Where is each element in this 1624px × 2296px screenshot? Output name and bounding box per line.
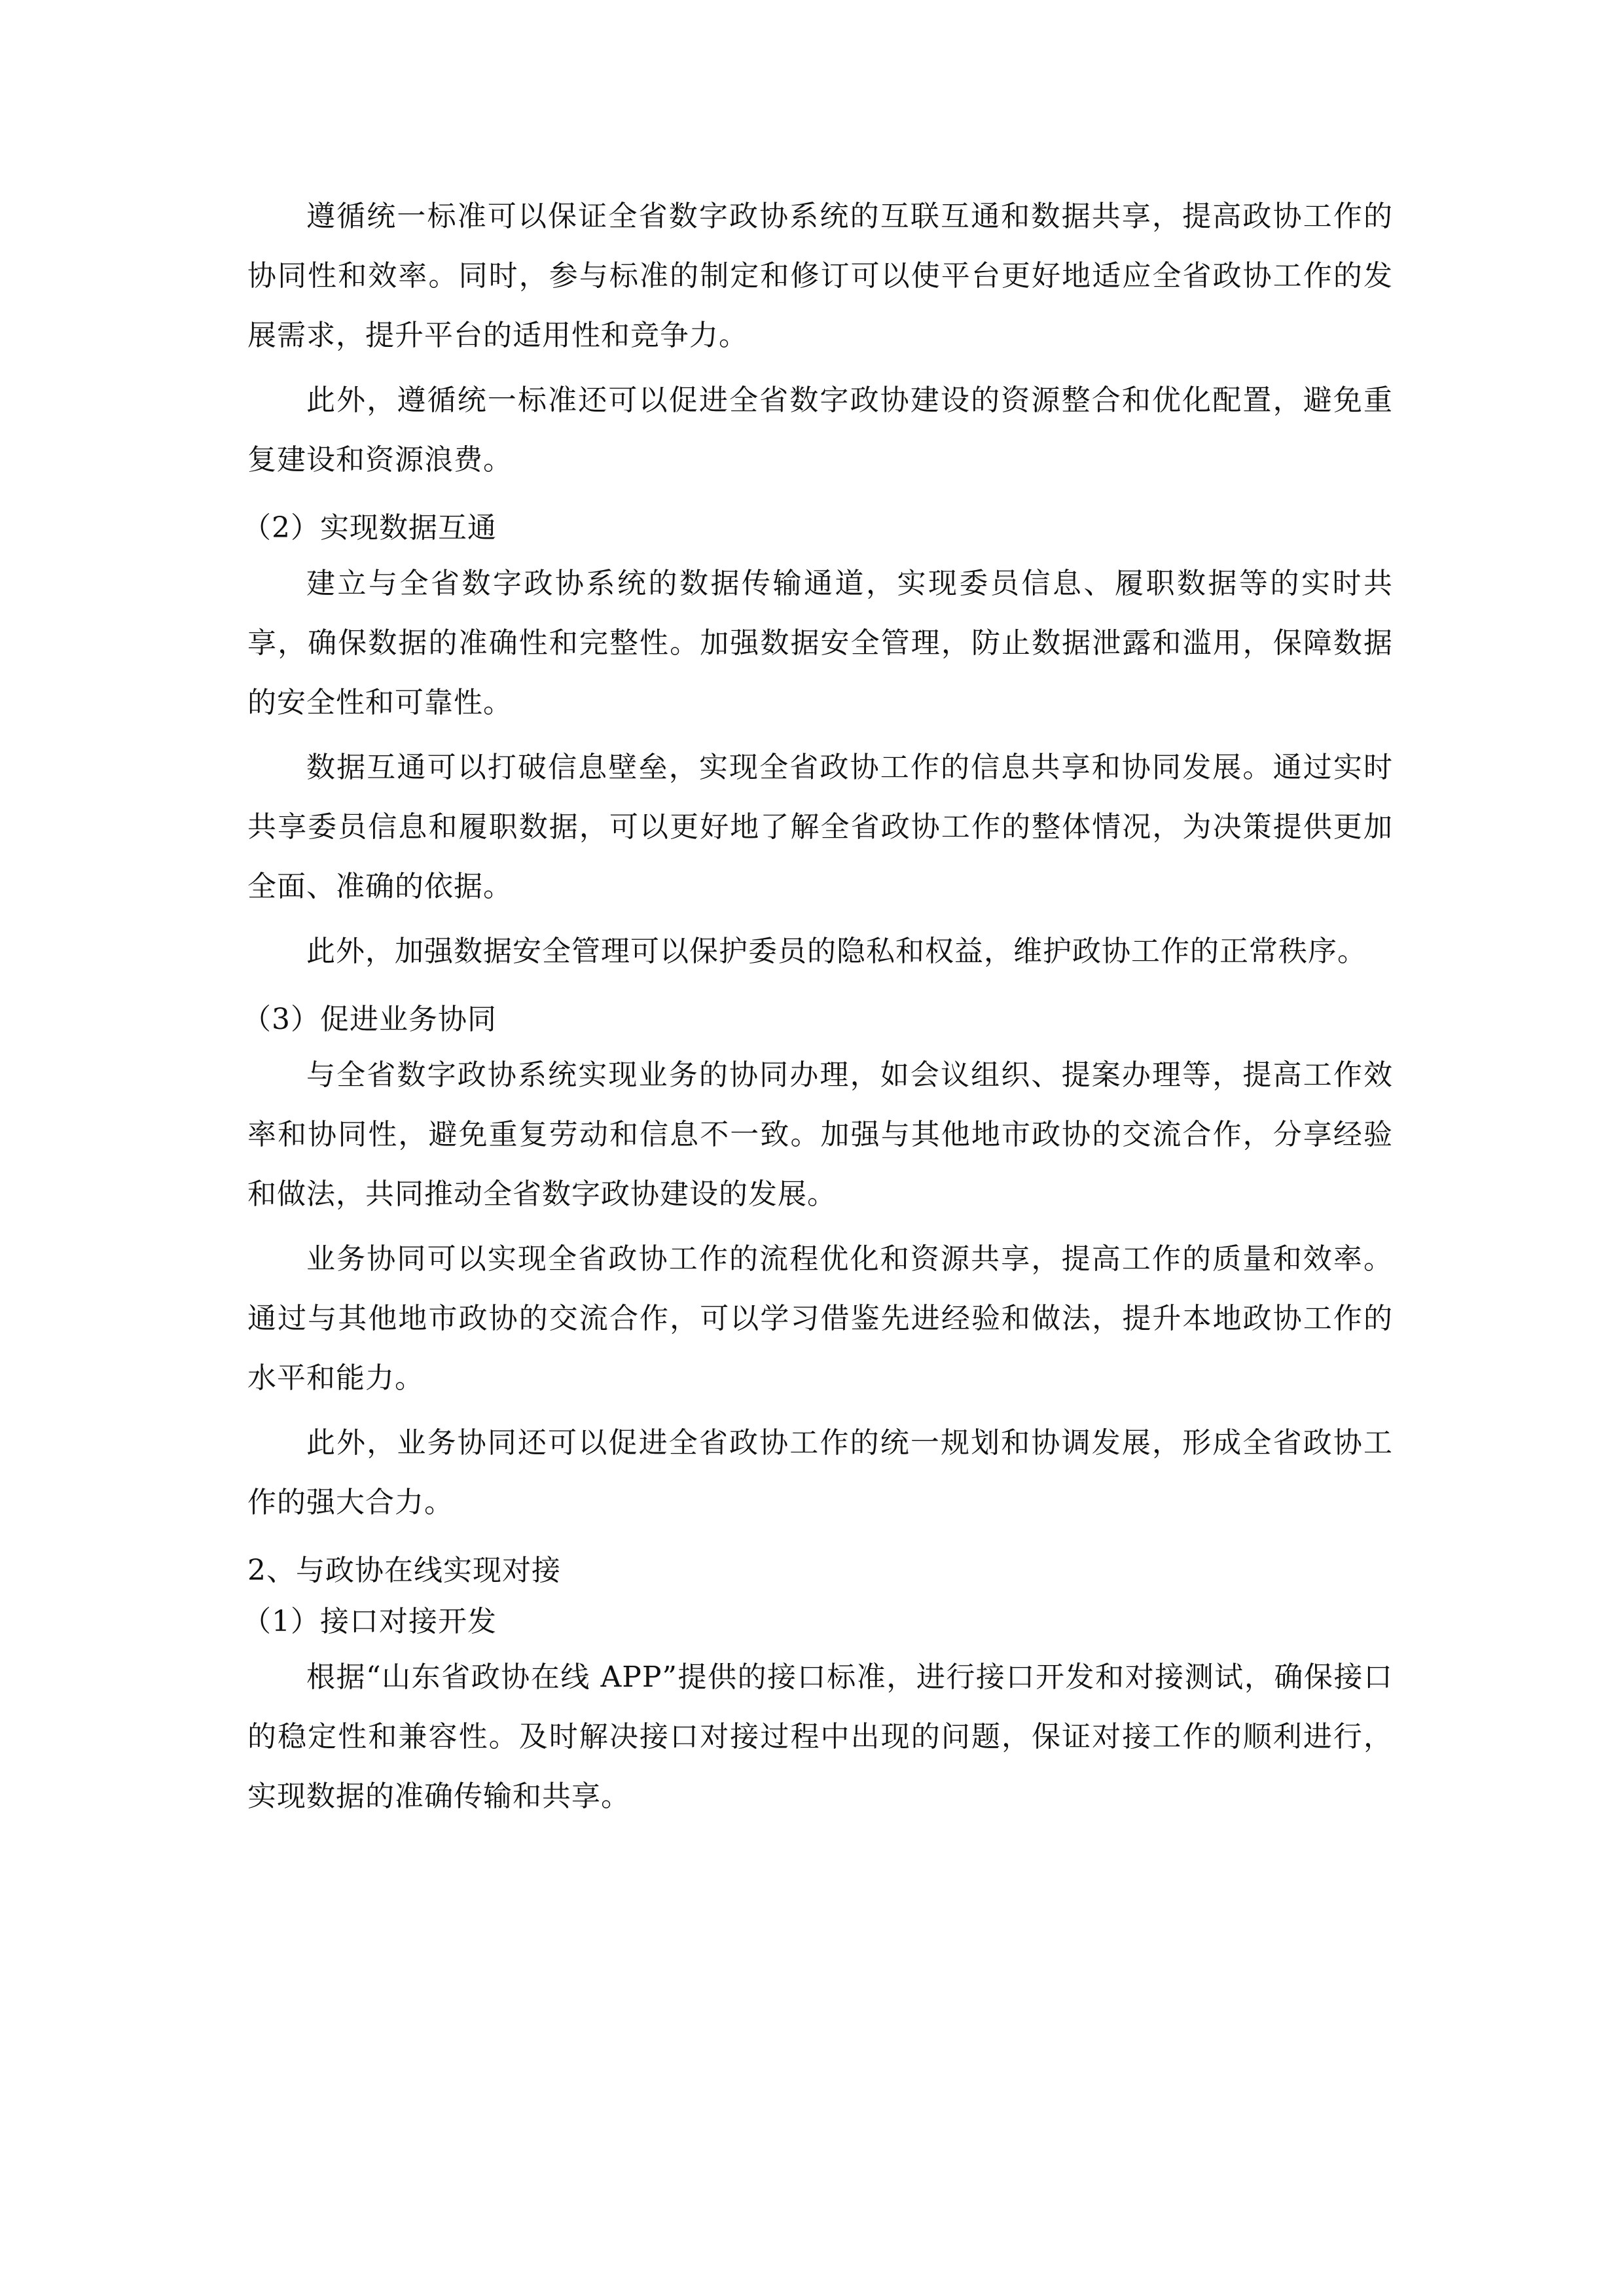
paragraph: 与全省数字政协系统实现业务的协同办理，如会议组织、提案办理等，提高工作效率和协同性，避免重复劳动和信息不一致。加强与其他地市政协的交流合作，分享经验和做法，共同推动全省数字政协建设的发展。 [247,1058,1393,1211]
subheading-business-collaboration: （3）促进业务协同 [242,1003,497,1036]
paragraph: 此外，业务协同还可以促进全省政协工作的统一规划和协调发展，形成全省政协工作的强大合力。 [247,1426,1393,1519]
paragraph: 此外，遵循统一标准还可以促进全省数字政协建设的资源整合和优化配置，避免重复建设和资源浪费。 [247,384,1393,476]
section-heading-online-integration: 2、与政协在线实现对接 [247,1554,561,1587]
paragraph: 业务协同可以实现全省政协工作的流程优化和资源共享，提高工作的质量和效率。通过与其他地市政协的交流合作，可以学习借鉴先进经验和做法，提升本地政协工作的水平和能力。 [247,1242,1393,1395]
subheading-interface-development: （1）接口对接开发 [242,1605,497,1638]
paragraph: 建立与全省数字政协系统的数据传输通道，实现委员信息、履职数据等的实时共享，确保数据的准确性和完整性。加强数据安全管理，防止数据泄露和滥用，保障数据的安全性和可靠性。 [247,567,1393,719]
subheading-data-interconnection: （2）实现数据互通 [242,511,497,545]
paragraph: 数据互通可以打破信息壁垒，实现全省政协工作的信息共享和协同发展。通过实时共享委员信息和履职数据，可以更好地了解全省政协工作的整体情况，为决策提供更加全面、准确的依据。 [247,751,1393,903]
paragraph: 此外，加强数据安全管理可以保护委员的隐私和权益，维护政协工作的正常秩序。 [306,935,1367,968]
document-body [242,187,1393,1831]
paragraph: 根据“山东省政协在线 APP”提供的接口标准，进行接口开发和对接测试，确保接口的稳定性和兼容性。及时解决接口对接过程中出现的问题，保证对接工作的顺利进行，实现数据的准确传输和共享。 [247,1660,1393,1813]
paragraph: 遵循统一标准可以保证全省数字政协系统的互联互通和数据共享，提高政协工作的协同性和效率。同时，参与标准的制定和修订可以使平台更好地适应全省政协工作的发展需求，提升平台的适用性和竞争力。 [247,200,1393,352]
